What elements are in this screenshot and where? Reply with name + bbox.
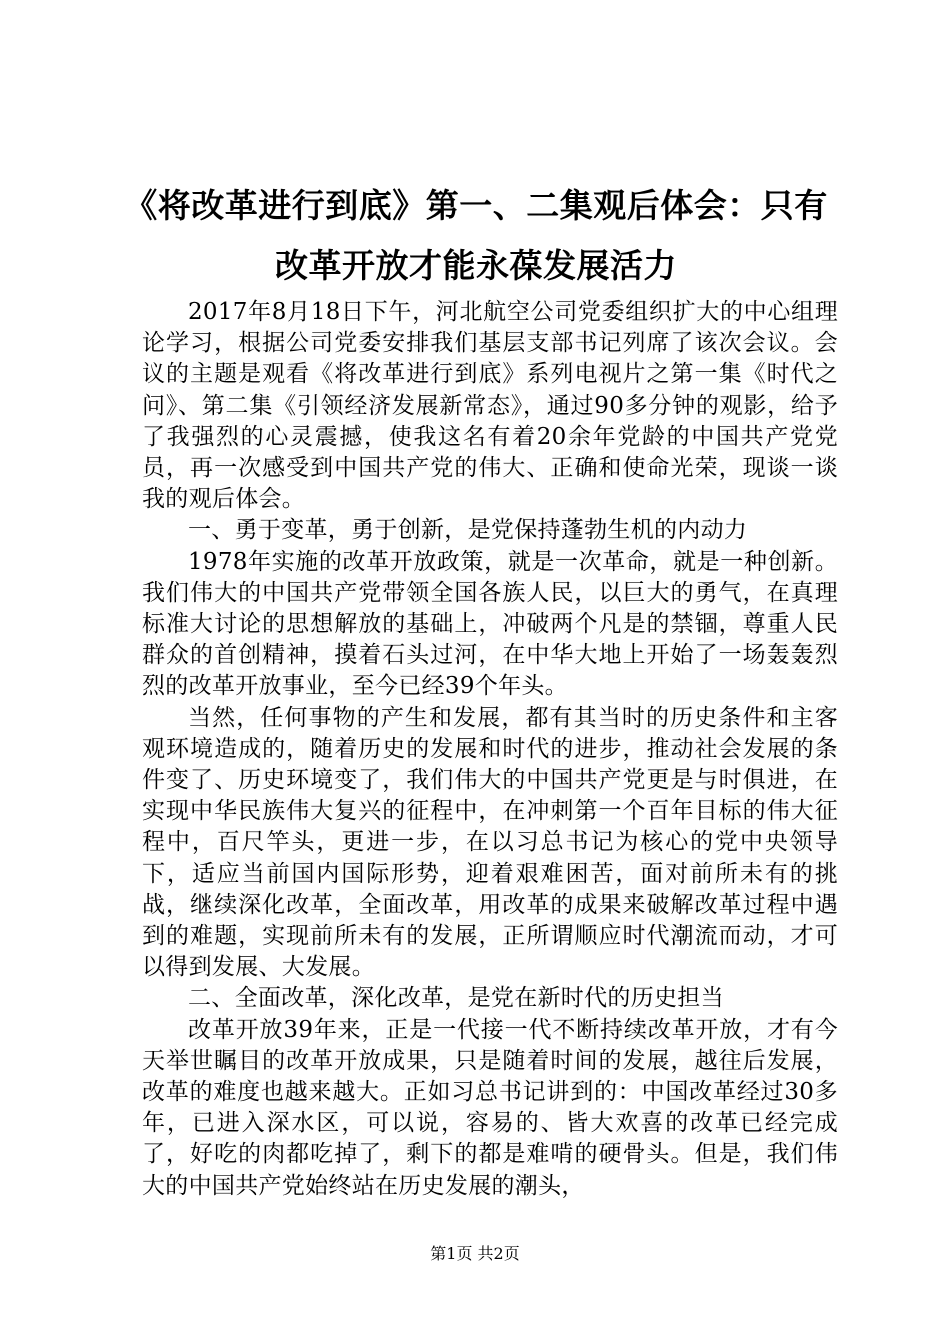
- body-paragraph: 1978年实施的改革开放政策，就是一次革命，就是一种创新。我们伟大的中国共产党带领全国各族人民，以巨大的勇气，在真理标准大讨论的思想解放的基础上，冲破两个凡是的禁锢，尊重人民群众的首创精神，摸着石头过河，在中华大地上开始了一场轰轰烈烈的改革开放事业，至今已经39个年头。: [142, 548, 838, 700]
- section-heading-1: 一、勇于变革，勇于创新，是党保持蓬勃生机的内动力: [188, 517, 748, 544]
- page-number-footer: 第1页 共2页: [430, 1244, 520, 1263]
- body-paragraph: 改革开放39年来，正是一代接一代不断持续改革开放，才有今天举世瞩目的改革开放成果，只是随着时间的发展，越往后发展，改革的难度也越来越大。正如习总书记讲到的：中国改革经过30多年，已进入深水区，可以说，容易的、皆大欢喜的改革已经完成了，好吃的肉都吃掉了，剩下的都是难啃的硬骨头。但是，我们伟大的中国共产党始终站在历史发展的潮头，: [142, 1016, 838, 1199]
- intro-paragraph: 2017年8月18日下午，河北航空公司党委组织扩大的中心组理论学习，根据公司党委安排我们基层支部书记列席了该次会议。会议的主题是观看《将改革进行到底》系列电视片之第一集《时代之问》、第二集《引领经济发展新常态》，通过90多分钟的观影，给予了我强烈的心灵震撼，使我这名有着20余年党龄的中国共产党党员，再一次感受到中国共产党的伟大、正确和使命光荣，现谈一谈我的观后体会。: [142, 299, 838, 513]
- document-body: [142, 297, 838, 1202]
- body-paragraph: 当然，任何事物的产生和发展，都有其当时的历史条件和主客观环境造成的，随着历史的发展和时代的进步，推动社会发展的条件变了、历史环境变了，我们伟大的中国共产党更是与时俱进，在实现中华民族伟大复兴的征程中，在冲刺第一个百年目标的伟大征程中，百尺竿头，更进一步，在以习总书记为核心的党中央领导下，适应当前国内国际形势，迎着艰难困苦，面对前所未有的挑战，继续深化改革，全面改革，用改革的成果来破解改革过程中遇到的难题，实现前所未有的发展，正所谓顺应时代潮流而动，才可以得到发展、大发展。: [142, 704, 838, 981]
- page-title: 《将改革进行到底》第一、二集观后体会：只有改革开放才能永葆发展活力: [124, 186, 828, 285]
- section-heading-2: 二、全面改革，深化改革，是党在新时代的历史担当: [188, 985, 724, 1012]
